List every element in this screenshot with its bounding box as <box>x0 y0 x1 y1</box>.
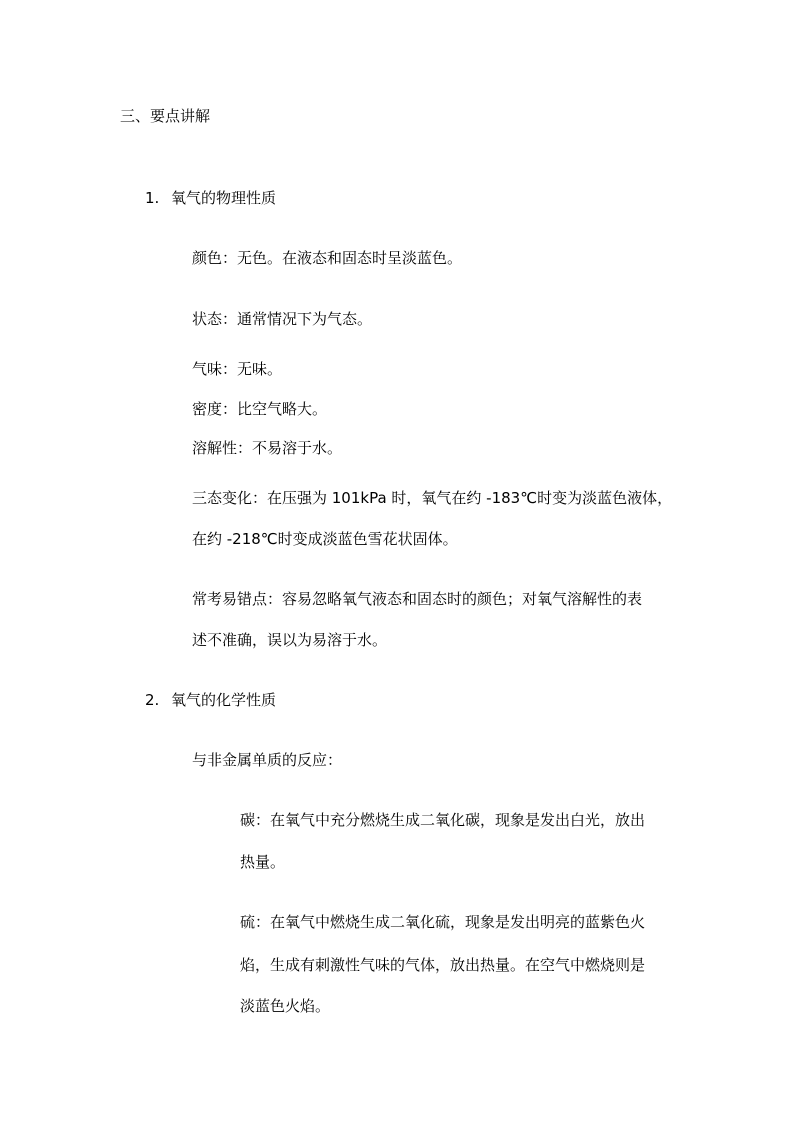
item-1-title: 氧气的物理性质 <box>171 189 277 207</box>
common-errors-line-1: 常考易错点：容易忽略氧气液态和固态时的颜色；对氧气溶解性的表 <box>192 590 643 608</box>
nonmetal-reaction-intro: 与非金属单质的反应： <box>192 751 343 769</box>
density-line: 密度：比空气略大。 <box>192 400 328 418</box>
item-1-heading <box>145 188 276 208</box>
item-2-title: 氧气的化学性质 <box>171 691 277 709</box>
common-errors-line-2: 述不准确，误以为易溶于水。 <box>192 631 388 649</box>
carbon-line-1: 碳：在氧气中充分燃烧生成二氧化碳，现象是发出白光，放出 <box>240 811 646 829</box>
carbon-line-2: 热量。 <box>240 853 286 871</box>
solubility-line: 溶解性：不易溶于水。 <box>192 439 343 457</box>
item-2-number: 2. <box>145 691 160 709</box>
phase-change-line-2: 在约 -218℃时变成淡蓝色雪花状固体。 <box>192 530 458 548</box>
section-heading: 三、要点讲解 <box>120 107 211 125</box>
color-line: 颜色：无色。在液态和固态时呈淡蓝色。 <box>192 249 463 267</box>
item-1-number: 1. <box>145 189 160 207</box>
sulfur-line-2: 焰，生成有刺激性气味的气体，放出热量。在空气中燃烧则是 <box>240 956 646 974</box>
phase-change-line-1: 三态变化：在压强为 101kPa 时，氧气在约 -183℃时变为淡蓝色液体， <box>192 489 673 507</box>
sulfur-line-1: 硫：在氧气中燃烧生成二氧化硫，现象是发出明亮的蓝紫色火 <box>240 913 646 931</box>
state-line: 状态：通常情况下为气态。 <box>192 310 373 328</box>
item-2-heading <box>145 690 276 710</box>
odor-line: 气味：无味。 <box>192 360 283 378</box>
sulfur-line-3: 淡蓝色火焰。 <box>240 997 331 1015</box>
